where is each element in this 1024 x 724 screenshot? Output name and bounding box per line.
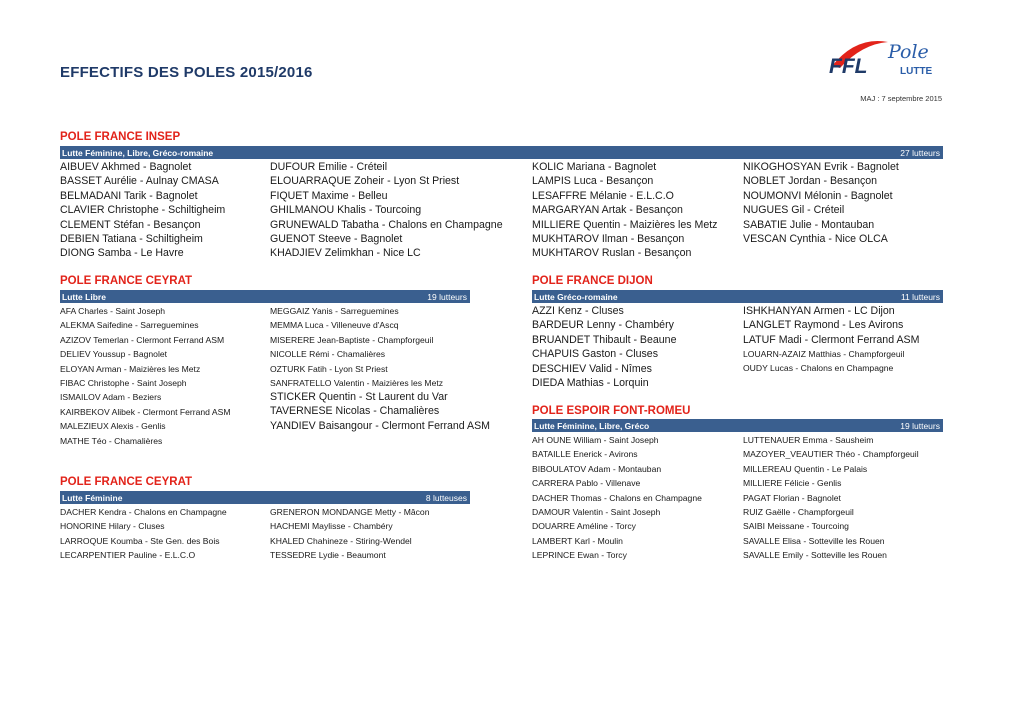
list-item: NUGUES Gil - Créteil xyxy=(743,204,845,217)
list-item: DACHER Kendra - Chalons en Champagne xyxy=(60,507,227,517)
list-item: GRUNEWALD Tabatha - Chalons en Champagne xyxy=(270,218,503,231)
insep-title: POLE FRANCE INSEP xyxy=(60,131,181,143)
list-item: MEMMA Luca - Villeneuve d'Ascq xyxy=(270,320,399,331)
font-romeu-col-2 xyxy=(743,433,919,563)
list-item: SAVALLE Elisa - Sotteville les Rouen xyxy=(743,535,885,546)
font-romeu-title: POLE ESPOIR FONT-ROMEU xyxy=(532,405,691,417)
list-item: DAMOUR Valentin - Saint Joseph xyxy=(532,507,661,518)
list-item: LATUF Madi - Clermont Ferrand ASM xyxy=(743,333,920,346)
dijon-col-2 xyxy=(743,304,919,347)
list-item: HACHEMI Maylisse - Chambéry xyxy=(270,521,393,532)
list-item: MILLIERE Quentin - Maizières les Metz xyxy=(532,218,718,231)
list-item: BRUANDET Thibault - Beaune xyxy=(532,333,677,346)
list-item: LECARPENTIER Pauline - E.L.C.O xyxy=(60,550,196,561)
ceyrat-libre-title: POLE FRANCE CEYRAT xyxy=(60,275,193,287)
list-item: LESAFFRE Mélanie - E.L.C.O xyxy=(532,189,674,202)
list-item: MARGARYAN Artak - Besançon xyxy=(532,204,683,217)
logo-lutte-text: LUTTE xyxy=(900,66,933,77)
list-item: GUENOT Steeve - Bagnolet xyxy=(270,233,403,246)
dijon-col-1 xyxy=(532,304,676,390)
list-item: MUKHTAROV Ruslan - Besançon xyxy=(532,247,692,260)
list-item: ISHKHANYAN Armen - LC Dijon xyxy=(743,305,895,317)
update-date: MAJ : 7 septembre 2015 xyxy=(860,94,942,103)
list-item: BIBOULATOV Adam - Montauban xyxy=(532,463,662,474)
insep-bar xyxy=(60,146,943,159)
list-item: KOLIC Mariana - Bagnolet xyxy=(532,161,657,173)
list-item: TAVERNESE Nicolas - Chamalières xyxy=(270,405,440,418)
list-item: VESCAN Cynthia - Nice OLCA xyxy=(743,233,888,246)
list-item: OZTURK Fatih - Lyon St Priest xyxy=(270,363,388,374)
list-item: SANFRATELLO Valentin - Maizières les Metz xyxy=(270,378,444,389)
list-item: MAZOYER_VEAUTIER Théo - Champforgeuil xyxy=(743,449,919,460)
ceyrat-fem-title: POLE FRANCE CEYRAT xyxy=(60,476,193,488)
list-item: ALEKMA Saifedine - Sarreguemines xyxy=(60,320,199,331)
ceyrat-fem-col-2 xyxy=(270,505,429,563)
list-item: RUIZ Gaëlle - Champforgeuil xyxy=(743,507,854,518)
list-item: AIBUEV Akhmed - Bagnolet xyxy=(60,161,192,173)
list-item: KHADJIEV Zelimkhan - Nice LC xyxy=(270,247,421,260)
list-item: DACHER Thomas - Chalons en Champagne xyxy=(532,492,702,503)
insep-col-3 xyxy=(532,160,717,261)
list-item: AFA Charles - Saint Joseph xyxy=(60,306,166,316)
list-item: LEPRINCE Ewan - Torcy xyxy=(532,550,627,561)
list-item: FIBAC Christophe - Saint Joseph xyxy=(60,378,187,389)
list-item: PAGAT Florian - Bagnolet xyxy=(743,492,841,503)
insep-bar-label: Lutte Féminine, Libre, Gréco-romaine xyxy=(62,147,214,158)
ceyrat-fem-bar-label: Lutte Féminine xyxy=(62,492,123,503)
list-item: NOUMONVI Mélonin - Bagnolet xyxy=(743,189,893,202)
list-item: FIQUET Maxime - Belleu xyxy=(270,189,388,202)
list-item: GHILMANOU Khalis - Tourcoing xyxy=(270,204,422,217)
dijon-bar-label: Lutte Gréco-romaine xyxy=(534,291,618,302)
list-item: SAIBI Meissane - Tourcoing xyxy=(743,521,849,532)
insep-col-4 xyxy=(743,160,899,246)
ceyrat-fem-count: 8 lutteuses xyxy=(425,492,467,503)
ceyrat-libre-col-2b xyxy=(270,390,490,433)
font-romeu-bar xyxy=(532,419,943,432)
list-item: KAIRBEKOV Alibek - Clermont Ferrand ASM xyxy=(60,406,231,417)
list-item: CHAPUIS Gaston - Cluses xyxy=(532,348,658,361)
list-item: LAMBERT Karl - Moulin xyxy=(532,535,623,546)
list-item: ISMAILOV Adam - Beziers xyxy=(60,392,162,403)
list-item: NICOLLE Rémi - Chamalières xyxy=(270,349,386,360)
dijon-bar xyxy=(532,290,943,303)
dijon-col-2b xyxy=(743,347,904,376)
ceyrat-libre-count: 19 lutteurs xyxy=(427,291,467,302)
ceyrat-fem-col-1 xyxy=(60,505,227,563)
insep-col-2 xyxy=(270,160,503,261)
list-item: ELOUARRAQUE Zoheir - Lyon St Priest xyxy=(270,175,460,188)
list-item: MILLEREAU Quentin - Le Palais xyxy=(743,463,868,474)
list-item: GRENERON MONDANGE Metty - Mâcon xyxy=(270,507,430,517)
list-item: MISERERE Jean-Baptiste - Champforgeuil xyxy=(270,334,434,345)
list-item: AZIZOV Temerlan - Clermont Ferrand ASM xyxy=(60,334,225,345)
list-item: KHALED Chahineze - Stiring-Wendel xyxy=(270,535,412,546)
page-title: EFFECTIFS DES POLES 2015/2016 xyxy=(60,64,313,81)
ffl-pole-lutte-logo xyxy=(826,30,946,80)
logo-pole-text: Pole xyxy=(888,41,929,63)
list-item: AH OUNE William - Saint Joseph xyxy=(532,435,659,445)
list-item: HONORINE Hilary - Cluses xyxy=(60,521,165,532)
list-item: MALEZIEUX Alexis - Genlis xyxy=(60,421,166,432)
list-item: DUFOUR Emilie - Créteil xyxy=(270,161,388,173)
list-item: MILLIERE Félicie - Genlis xyxy=(743,478,842,489)
list-item: DOUARRE Améline - Torcy xyxy=(532,521,636,532)
font-romeu-bar-label: Lutte Féminine, Libre, Gréco xyxy=(534,420,650,431)
list-item: LUTTENAUER Emma - Sausheim xyxy=(743,435,874,445)
list-item: SAVALLE Emily - Sotteville les Rouen xyxy=(743,550,887,561)
list-item: TESSEDRE Lydie - Beaumont xyxy=(270,550,386,561)
ceyrat-fem-bar xyxy=(60,491,470,504)
list-item: CLEMENT Stéfan - Besançon xyxy=(60,218,201,231)
list-item: YANDIEV Baisangour - Clermont Ferrand ASM xyxy=(270,419,491,432)
list-item: BASSET Aurélie - Aulnay CMASA xyxy=(60,175,219,188)
list-item: NOBLET Jordan - Besançon xyxy=(743,175,878,188)
list-item: DESCHIEV Valid - Nîmes xyxy=(532,362,652,375)
font-romeu-count: 19 lutteurs xyxy=(900,420,940,431)
ceyrat-libre-bar xyxy=(60,290,470,303)
list-item: MEGGAIZ Yanis - Sarreguemines xyxy=(270,306,399,316)
list-item: LANGLET Raymond - Les Avirons xyxy=(743,319,904,332)
list-item: LARROQUE Koumba - Ste Gen. des Bois xyxy=(60,535,220,546)
dijon-title: POLE FRANCE DIJON xyxy=(532,275,653,287)
list-item: DELIEV Youssup - Bagnolet xyxy=(60,349,168,360)
insep-count: 27 lutteurs xyxy=(900,147,940,158)
list-item: OUDY Lucas - Chalons en Champagne xyxy=(743,363,894,374)
list-item: BELMADANI Tarik - Bagnolet xyxy=(60,189,198,202)
list-item: LAMPIS Luca - Besançon xyxy=(532,175,654,188)
list-item: SABATIE Julie - Montauban xyxy=(743,218,875,231)
list-item: DEBIEN Tatiana - Schiltigheim xyxy=(60,233,203,246)
list-item: MUKHTAROV Ilman - Besançon xyxy=(532,233,685,246)
list-item: LOUARN-AZAIZ Matthias - Champforgeuil xyxy=(743,349,905,359)
logo-ffl-text: FFL xyxy=(829,55,868,78)
ceyrat-libre-bar-label: Lutte Libre xyxy=(62,291,106,302)
list-item: DIEDA Mathias - Lorquin xyxy=(532,377,649,390)
list-item: AZZI Kenz - Cluses xyxy=(532,305,624,317)
ffl-logo-icon xyxy=(826,30,946,80)
list-item: NIKOGHOSYAN Evrik - Bagnolet xyxy=(743,161,899,173)
list-item: CARRERA Pablo - Villenave xyxy=(532,478,641,489)
list-item: BARDEUR Lenny - Chambéry xyxy=(532,319,674,332)
list-item: BATAILLE Enerick - Avirons xyxy=(532,449,638,460)
list-item: DIONG Samba - Le Havre xyxy=(60,247,184,260)
dijon-count: 11 lutteurs xyxy=(900,291,940,302)
ceyrat-libre-col-2 xyxy=(270,304,443,390)
list-item: MATHE Téo - Chamalières xyxy=(60,435,163,446)
list-item: ELOYAN Arman - Maizières les Metz xyxy=(60,363,201,374)
font-romeu-col-1 xyxy=(532,433,702,563)
ceyrat-libre-col-1 xyxy=(60,304,231,448)
list-item: STICKER Quentin - St Laurent du Var xyxy=(270,391,448,403)
list-item: CLAVIER Christophe - Schiltigheim xyxy=(60,204,226,217)
insep-col-1 xyxy=(60,160,225,261)
